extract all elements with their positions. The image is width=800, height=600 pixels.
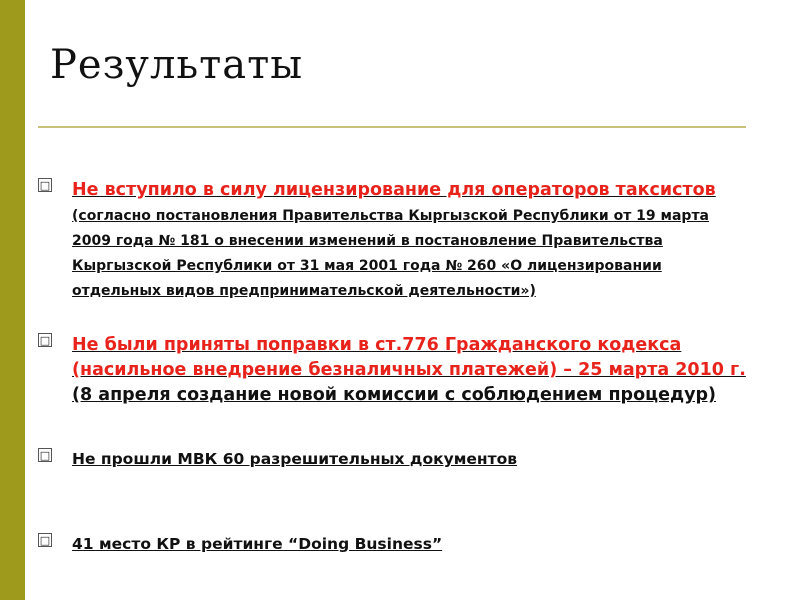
bullet-marker-icon: □ <box>39 534 51 547</box>
bullet-item-permits <box>38 448 748 470</box>
bullet-marker-icon: □ <box>39 334 51 347</box>
bullet-red-text: Не вступило в силу лицензирование для операторов таксистов <box>72 180 716 200</box>
bullet-item-civil-code <box>38 333 748 408</box>
bullet-detail-text: (8 апреля создание новой комиссии с соблюдением процедур) <box>72 385 717 405</box>
slide-title: Результаты <box>50 42 304 88</box>
bullet-item-doing-business <box>38 533 748 555</box>
bullet-red-text: Не были приняты поправки в ст.776 Гражданского кодекса (насильное внедрение безналичных платежей) – 25 марта 2010 г. <box>72 335 746 380</box>
bullet-item-licensing <box>38 178 748 303</box>
title-divider <box>38 126 746 128</box>
bullet-text: Не прошли МВК 60 разрешительных документов <box>72 450 518 468</box>
bullet-text: 41 место КР в рейтинге “Doing Business” <box>72 535 443 553</box>
accent-bar <box>0 0 25 600</box>
bullet-marker-icon: □ <box>39 179 51 192</box>
bullet-detail-text: (согласно постановления Правительства Кыргызской Республики от 19 марта 2009 года № 181 о внесении изменений в постановление Правительства Кыргызской Республики от 31 мая 2001 года № 260 «О лицензировании отдельных видов предпринимательской деятельности») <box>72 208 710 299</box>
bullet-list <box>38 178 748 555</box>
bullet-marker-icon: □ <box>39 449 51 462</box>
